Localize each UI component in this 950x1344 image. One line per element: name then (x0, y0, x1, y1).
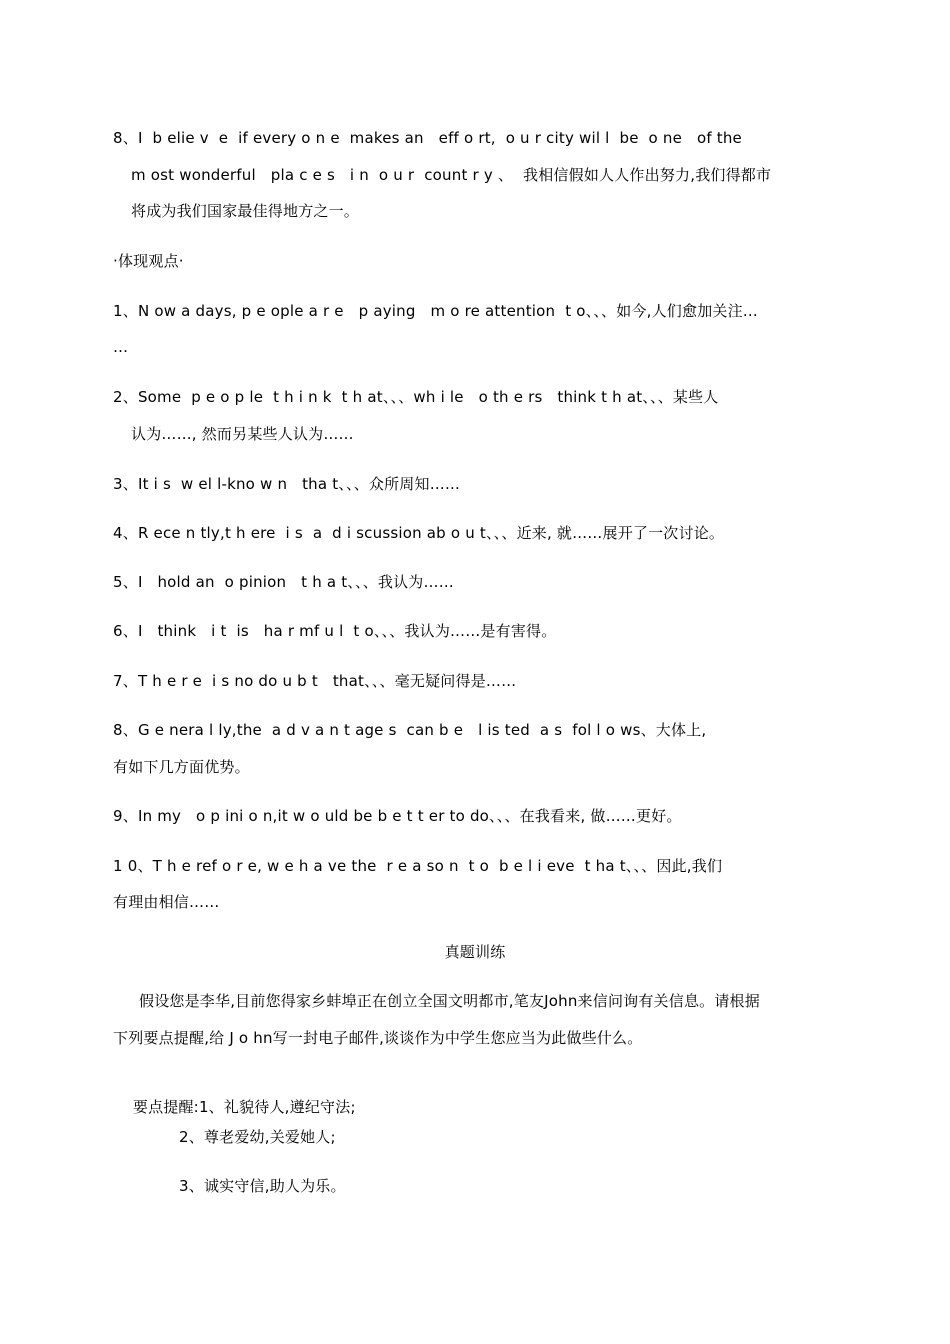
list-item-2-line-1: 2、Some p e o p le t h i n k t h at、、、wh i le o th e rs think t h at、、、某些人 (113, 388, 719, 406)
example-8-line-3: 将成为我们国家最佳得地方之一。 (131, 202, 360, 220)
list-item-1-line-2: … (113, 338, 129, 356)
exercise-title: 真题训练 (444, 943, 506, 961)
list-item-3: 3、It i s w el l-kno w n tha t、、、众所周知…… (113, 475, 461, 493)
example-8-line-2: m ost wonderful pla c e s i n o u r count r y 、 我相信假如人人作出努力,我们得都市 (131, 166, 772, 184)
point-3: 3、诚实守信,助人为乐。 (179, 1177, 346, 1195)
list-item-4: 4、R ece n tly,t h ere i s a d i scussion ab o u t、、、近来, 就……展开了一次讨论。 (113, 524, 725, 542)
point-1: 1、礼貌待人,遵纪守法; (198, 1098, 356, 1116)
exercise-paragraph-line-2: 下列要点提醒,给 J o hn写一封电子邮件,谈谈作为中学生您应当为此做些什么。 (113, 1029, 643, 1047)
list-item-7: 7、T h e r e i s no do u b t that、、、毫无疑问得是…… (113, 672, 517, 690)
point-2: 2、尊老爱幼,关爱她人; (179, 1128, 336, 1146)
list-item-8-line-1: 8、G e nera l ly,the a d v a n t age s can b e l is ted a s fol l o ws、大体上, (113, 721, 707, 739)
example-8-line-1: 8、I b elie v e if every o n e makes an eff o rt, o u r city wil l be o ne of the (113, 129, 742, 147)
list-item-10-line-2: 有理由相信…… (113, 893, 220, 911)
list-item-10-line-1: 1 0、T h e ref o r e, w e h a ve the r e a so n t o b e l i eve t ha t、、、因此,我们 (113, 857, 723, 875)
list-item-2-line-2: 认为……, 然而另某些人认为…… (131, 425, 354, 443)
list-item-1-line-1: 1、N ow a days, p e ople a r e p aying m o re attention t o、、、如今,人们愈加关注… (113, 302, 758, 320)
list-item-9: 9、In my o p ini o n,it w o uld be b e t t er to do、、、在我看来, 做……更好。 (113, 807, 682, 825)
section-header: ·体现观点· (113, 252, 184, 270)
list-item-5: 5、I hold an o pinion t h a t、、、我认为…… (113, 573, 454, 591)
exercise-paragraph-line-1: 假设您是李华,目前您得家乡蚌埠正在创立全国文明都市,笔友John来信问询有关信息。请根据 (139, 992, 760, 1010)
list-item-8-line-2: 有如下几方面优势。 (113, 758, 250, 776)
list-item-6: 6、I think i t is ha r mf u l t o、、、我认为……是有害得。 (113, 622, 557, 640)
points-label: 要点提醒: (132, 1098, 199, 1116)
